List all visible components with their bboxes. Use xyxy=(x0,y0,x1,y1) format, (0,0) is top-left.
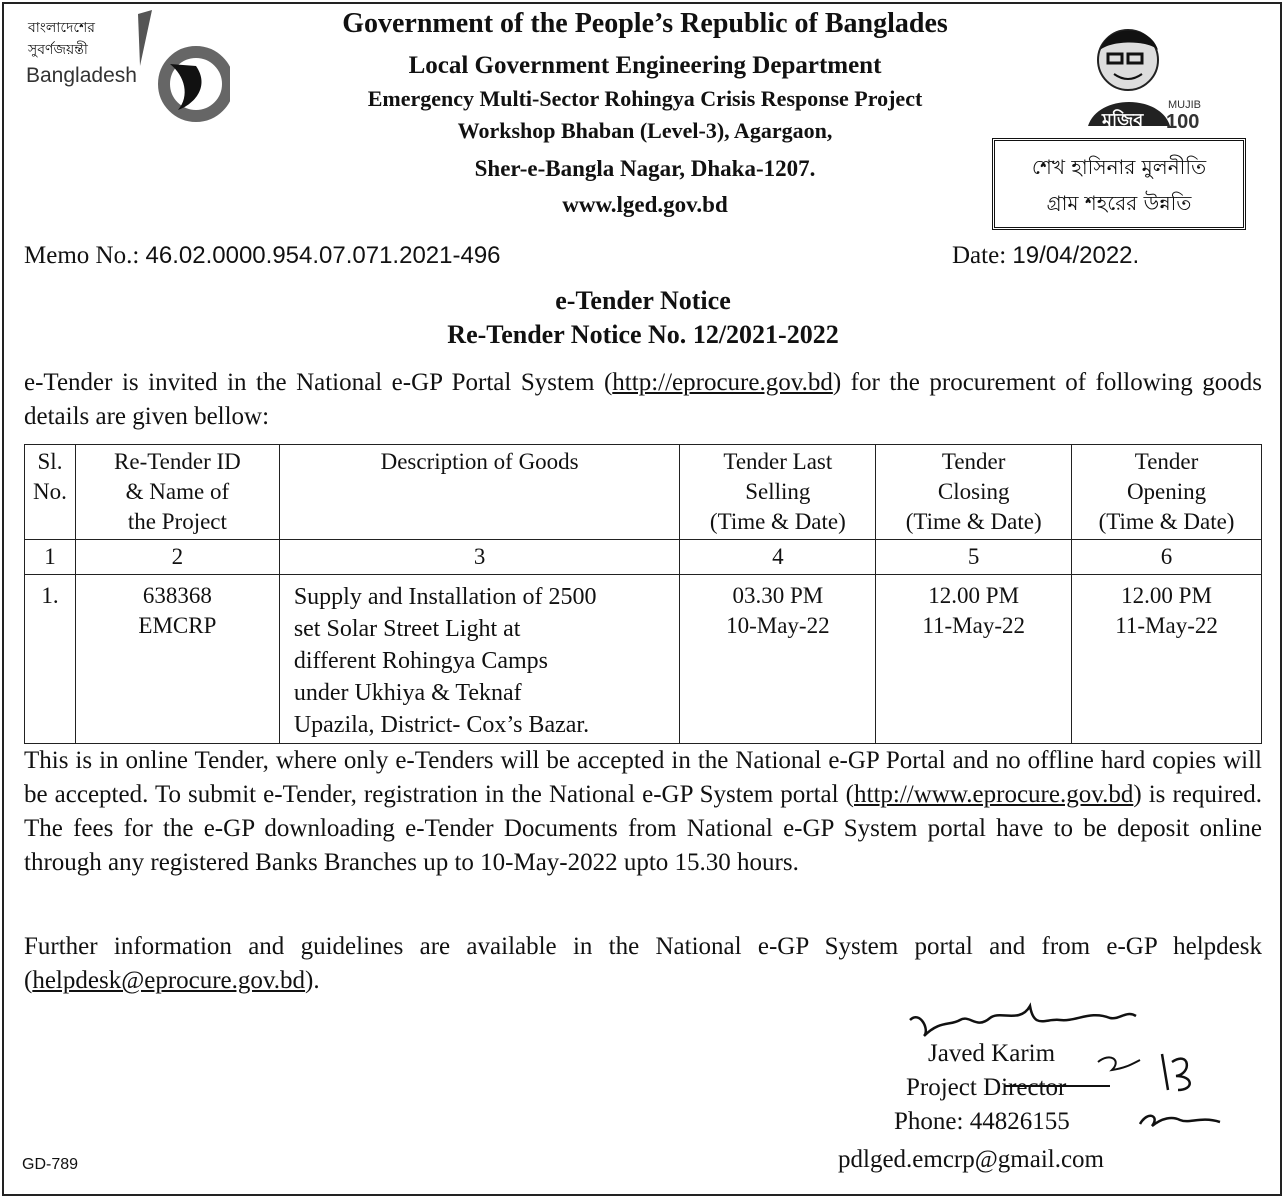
intro-text: e-Tender is invited in the National e-GP Portal System ( xyxy=(24,369,613,396)
government-title: Government of the People’s Republic of Banglades xyxy=(342,8,948,39)
signatory-title: Project Director xyxy=(906,1074,1067,1101)
row-description: Supply and Installation of 2500 set Solar Street Light at different Rohingya Camps under Ukhiya & Teknaf Upazila, District- Cox’s Bazar. xyxy=(279,575,680,744)
column-number: 5 xyxy=(876,540,1072,575)
header-closing: Tender Closing (Time & Date) xyxy=(876,445,1072,540)
notice-title: e-Tender Notice xyxy=(555,286,731,315)
intro-text-end: ) for the procurement of following goods details are given bellow: xyxy=(24,369,1262,430)
notice-subtitle xyxy=(0,320,1286,350)
table-number-row xyxy=(25,540,1262,575)
instructions-text-end: ) is required. The fees for the e-GP downloading e-Tender Documents from National e-GP System portal have to be deposit online through any registered Banks Branches up to 10-May-2022 upto 15.30 hours. xyxy=(24,781,1263,876)
memo-number xyxy=(24,242,501,270)
slogan-line-2: গ্রাম শহরের উন্নতি xyxy=(1046,191,1192,215)
svg-text:100: 100 xyxy=(1166,111,1200,133)
slogan-line-1: শেখ হাসিনার মুলনীতি xyxy=(1031,155,1207,179)
date-value: 19/04/2022. xyxy=(1012,242,1140,269)
helpdesk-email-link[interactable]: helpdesk@eprocure.gov.bd xyxy=(32,967,306,994)
svg-text:বাংলাদেশের: বাংলাদেশের xyxy=(28,20,95,36)
row-closing: 12.00 PM 11-May-22 xyxy=(876,575,1072,744)
tender-table xyxy=(24,444,1262,744)
svg-text:মুজিব: মুজিব xyxy=(1102,110,1144,131)
signatory-phone: Phone: 44826155 xyxy=(894,1108,1070,1135)
helpdesk-text: Further information and guidelines are available in the National e-GP System portal and from e-GP helpdesk ( xyxy=(24,933,1262,994)
slogan-box xyxy=(992,138,1246,230)
address-line-2: Sher-e-Bangla Nagar, Dhaka-1207. xyxy=(474,156,816,181)
row-sl: 1. xyxy=(25,575,76,744)
svg-text:Bangladesh: Bangladesh xyxy=(26,64,137,87)
date-label: Date: xyxy=(952,242,1007,269)
footer-code: GD-789 xyxy=(22,1156,79,1173)
header-last-selling: Tender Last Selling (Time & Date) xyxy=(680,445,876,540)
svg-text:MUJIB: MUJIB xyxy=(1168,99,1201,111)
instructions-text: This is in online Tender, where only e-Tenders will be accepted in the National e-GP Portal and no offline hard copies will be accepted. To submit e-Tender, registration in the National e-GP System portal ( xyxy=(24,747,1262,808)
column-number: 4 xyxy=(680,540,876,575)
notice-subtitle-prefix: Re-Tender Notice No. xyxy=(447,320,687,349)
department-name: Local Government Engineering Department xyxy=(408,52,882,79)
signatory-email[interactable]: pdlged.emcrp@gmail.com xyxy=(838,1146,1105,1173)
eprocure-link[interactable]: http://eprocure.gov.bd xyxy=(612,369,833,396)
signatory-name: Javed Karim xyxy=(928,1040,1056,1067)
column-number: 2 xyxy=(75,540,279,575)
memo-value: 46.02.0000.954.07.071.2021-496 xyxy=(145,242,501,269)
row-last-selling: 03.30 PM 10-May-22 xyxy=(680,575,876,744)
memo-label: Memo No.: xyxy=(24,242,140,269)
table-header-row xyxy=(25,445,1262,540)
mujib-100-logo xyxy=(1068,14,1208,134)
header-tender-id: Re-Tender ID & Name of the Project xyxy=(75,445,279,540)
row-opening: 12.00 PM 11-May-22 xyxy=(1072,575,1262,744)
project-name: Emergency Multi-Sector Rohingya Crisis Response Project xyxy=(367,86,923,111)
website: www.lged.gov.bd xyxy=(562,192,728,217)
notice-number: 12/2021-2022 xyxy=(692,320,839,349)
instructions-paragraph xyxy=(24,744,1262,880)
eprocure-www-link[interactable]: http://www.eprocure.gov.bd xyxy=(854,781,1134,808)
header-description: Description of Goods xyxy=(279,445,680,540)
svg-text:সুবর্ণজয়ন্তী: সুবর্ণজয়ন্তী xyxy=(28,42,88,58)
row-tender-id: 638368 EMCRP xyxy=(75,575,279,744)
address-line-1: Workshop Bhaban (Level-3), Agargaon, xyxy=(457,118,833,143)
table-row xyxy=(25,575,1262,744)
column-number: 6 xyxy=(1072,540,1262,575)
helpdesk-paragraph xyxy=(24,930,1262,998)
golden-jubilee-logo xyxy=(20,6,230,126)
header-opening: Tender Opening (Time & Date) xyxy=(1072,445,1262,540)
column-number: 1 xyxy=(25,540,76,575)
header-sl: Sl. No. xyxy=(25,445,76,540)
column-number: 3 xyxy=(279,540,680,575)
intro-paragraph xyxy=(24,366,1262,434)
helpdesk-text-end: ). xyxy=(305,967,320,994)
notice-date xyxy=(952,242,1139,270)
